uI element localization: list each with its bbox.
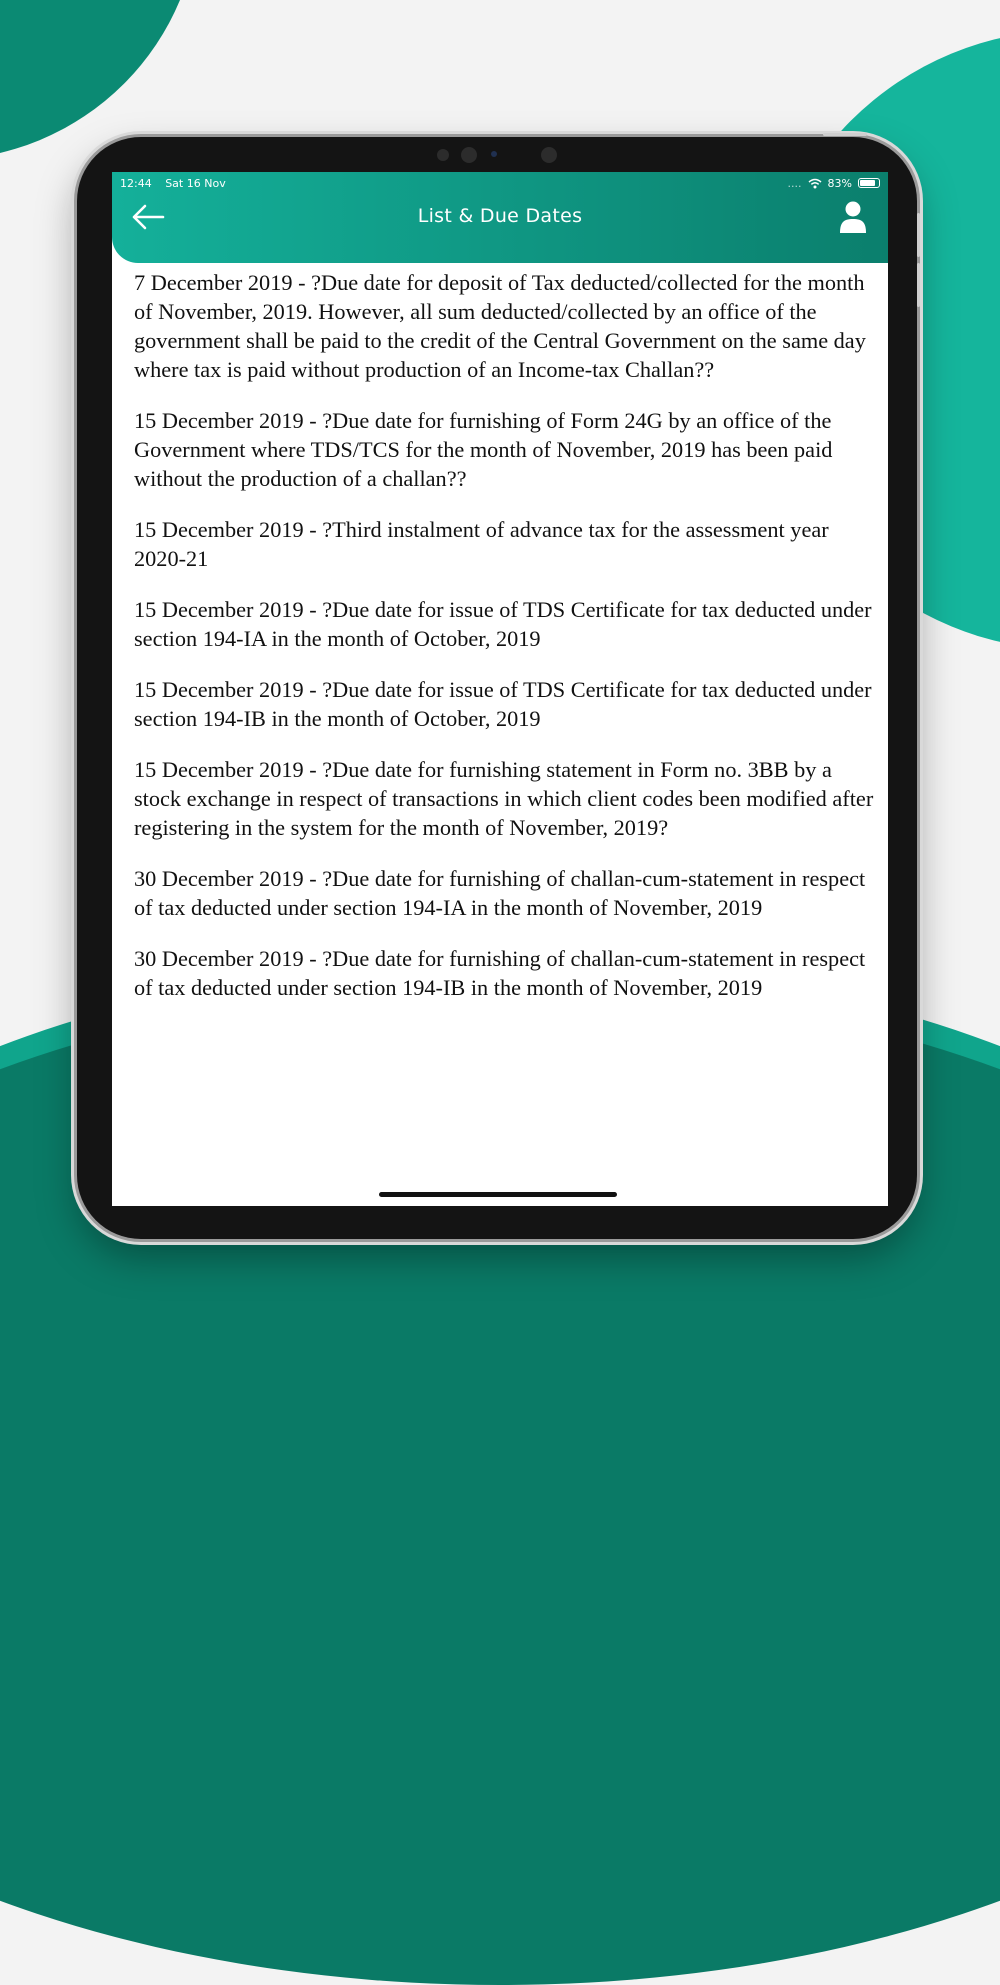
status-date: Sat 16 Nov xyxy=(165,176,226,190)
profile-button[interactable] xyxy=(838,200,868,234)
list-item: 15 December 2019 - ?Due date for issue of TDS Certificate for tax deducted under section 194-IB in the month of October, 2019 xyxy=(134,677,872,731)
list-item: 7 December 2019 - ?Due date for deposit of Tax deducted/collected for the month of November, 2019. However, all sum deducted/collected by an office of the government shall be paid to the credit of the Central Government on the same day where tax is paid without production of an Income-tax Challan?? xyxy=(134,270,866,382)
status-bar xyxy=(112,172,888,194)
light-sensor-icon xyxy=(491,151,497,157)
signal-indicator: .... xyxy=(787,176,802,190)
status-time: 12:44 xyxy=(120,176,152,190)
list-item: 15 December 2019 - ?Due date for furnishing statement in Form no. 3BB by a stock exchange in respect of transactions in which client codes been modified after registering in the system for the month of November, 2019? xyxy=(134,757,874,840)
volume-down-button xyxy=(917,263,920,307)
sensor-icon xyxy=(437,149,449,161)
volume-up-button xyxy=(917,213,920,257)
list-item: 15 December 2019 - ?Due date for furnishing of Form 24G by an office of the Government where TDS/TCS for the month of November, 2019 has been paid without the production of a challan?? xyxy=(134,408,833,491)
front-camera-icon xyxy=(461,147,477,163)
top-button xyxy=(823,133,867,136)
home-indicator[interactable] xyxy=(379,1192,617,1197)
battery-icon xyxy=(858,178,880,188)
user-icon xyxy=(838,200,868,234)
background-shape-top-left xyxy=(0,0,200,160)
page-title: List & Due Dates xyxy=(417,205,583,227)
wifi-icon xyxy=(808,178,822,189)
battery-level xyxy=(860,180,875,186)
flood-illuminator-icon xyxy=(541,147,557,163)
list-item: 30 December 2019 - ?Due date for furnishing of challan-cum-statement in respect of tax deducted under section 194-IB in the month of November, 2019 xyxy=(134,946,866,1000)
app-screen xyxy=(112,172,888,1206)
due-dates-list xyxy=(134,268,880,1024)
list-item: 15 December 2019 - ?Due date for issue of TDS Certificate for tax deducted under section 194-IA in the month of October, 2019 xyxy=(134,597,872,651)
list-item: 15 December 2019 - ?Third instalment of advance tax for the assessment year 2020-21 xyxy=(134,517,829,571)
battery-percent: 83% xyxy=(827,176,852,190)
list-item: 30 December 2019 - ?Due date for furnishing of challan-cum-statement in respect of tax deducted under section 194-IA in the month of November, 2019 xyxy=(134,866,866,920)
